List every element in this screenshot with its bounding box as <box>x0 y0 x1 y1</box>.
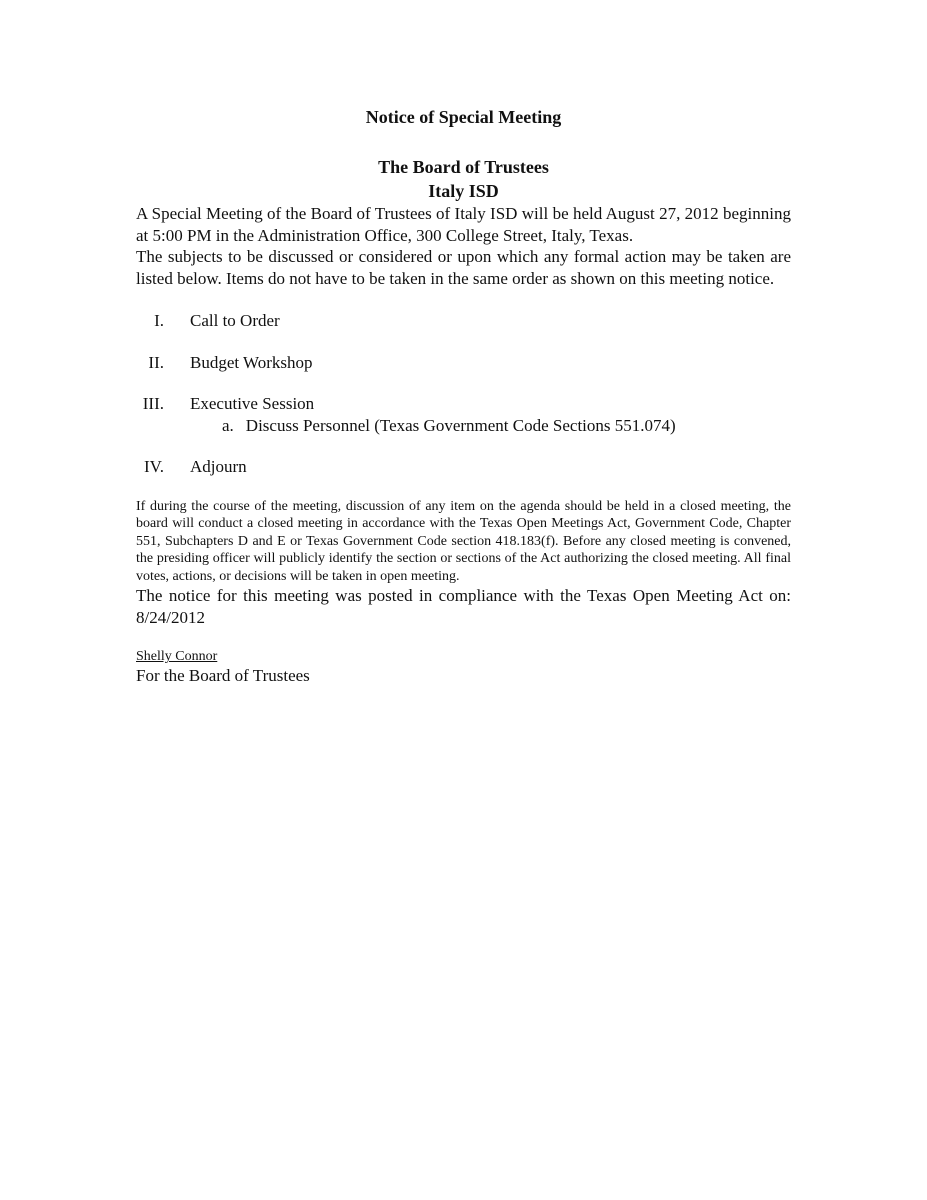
agenda-numeral: II. <box>148 352 164 372</box>
agenda-item-executive-session <box>136 393 791 415</box>
agenda-item-adjourn <box>136 456 791 478</box>
agenda-item-label: Adjourn <box>190 457 247 476</box>
agenda-sub-item-discuss-personnel <box>136 415 791 437</box>
agenda-list <box>136 310 791 478</box>
intro-paragraph: A Special Meeting of the Board of Trustees of Italy ISD will be held August 27, 2012 beginning at 5:00 PM in the Administration Office, 300 College Street, Italy, Texas. <box>136 204 791 245</box>
agenda-item-label: Call to Order <box>190 311 280 330</box>
agenda-sub-item-letter: a. <box>222 415 234 435</box>
posting-statement-paragraph: The notice for this meeting was posted in compliance with the Texas Open Meeting Act on: 8/24/2012 <box>136 586 791 627</box>
signature-title: For the Board of Trustees <box>136 666 310 686</box>
document-subtitle <box>136 155 791 203</box>
agenda-numeral: IV. <box>144 457 164 476</box>
document-title: Notice of Special Meeting <box>365 107 562 127</box>
signature-block <box>136 648 791 687</box>
signature-name: Shelly Connor <box>136 649 218 665</box>
agenda-numeral: III. <box>142 394 164 413</box>
agenda-numeral: I. <box>154 311 164 330</box>
subtitle-district-name: Italy ISD <box>428 181 499 201</box>
subtitle-board-of-trustees: The Board of Trustees <box>378 157 549 177</box>
subjects-paragraph: The subjects to be discussed or considered or upon which any formal action may be taken are listed below. Items do not have to be taken in the same order as shown on this meeting notice. <box>136 247 791 288</box>
agenda-item-budget-workshop <box>136 352 791 374</box>
agenda-sub-item-label: Discuss Personnel (Texas Government Code Sections 551.074) <box>245 415 676 435</box>
agenda-item-label: Budget Workshop <box>190 352 313 372</box>
agenda-item-call-to-order <box>136 310 791 332</box>
closed-meeting-notice-paragraph: If during the course of the meeting, discussion of any item on the agenda should be held in a closed meeting, the board will conduct a closed meeting in accordance with the Texas Open Meetings Act, Government Code, Chapter 551, Subchapters D and E or Texas Government Code section 418.183(f). Before any closed meeting is convened, the presiding officer will publicly identify the section or sections of the Act authorizing the closed meeting. All final votes, actions, or decisions will be taken in open meeting. <box>136 498 791 584</box>
agenda-item-label: Executive Session <box>190 394 315 413</box>
